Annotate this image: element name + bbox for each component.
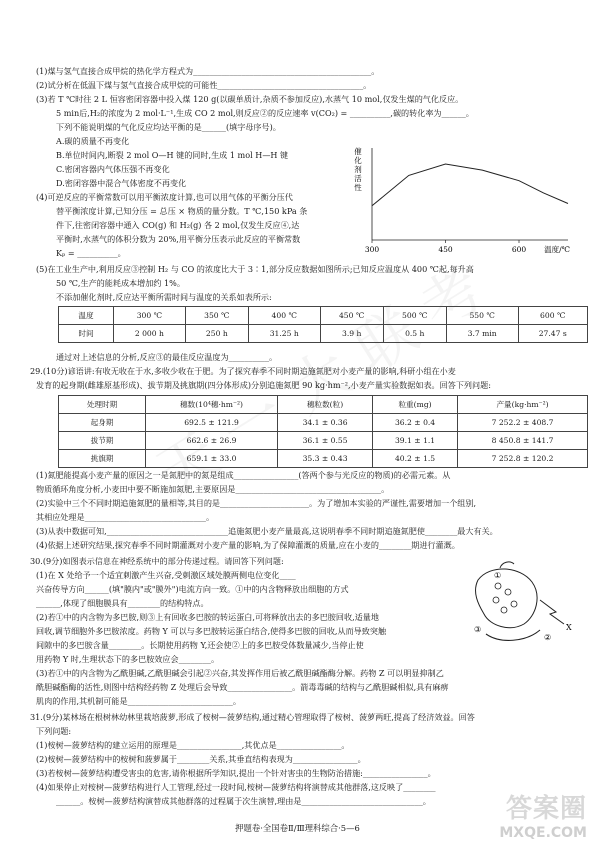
table-cell: 692.5 ± 121.9 <box>146 414 278 432</box>
table-cell: 400 ℃ <box>248 307 320 325</box>
table-cell: 27.47 s <box>518 325 588 343</box>
logo-url: MXQE.COM <box>499 825 587 841</box>
table-cell: 拔节期 <box>59 432 146 450</box>
q30-line: (3)若①中的内含物为乙酰胆碱,乙酰胆碱会引起②兴奋,其发挥作用后被乙酰胆碱酯酶分解。药物 Z 可以明显抑制乙 <box>36 668 444 678</box>
table-header: 处理时期 <box>59 396 146 414</box>
site-logo <box>499 788 587 841</box>
axon-stem <box>500 562 514 568</box>
q29-line: (2)实验中三个不同时期追施氮肥的量相等,其目的是______________________。为了增加本实验的严谨性,需要增加一个组别, <box>36 498 477 508</box>
table-cell: 2 000 h <box>114 325 186 343</box>
catalyst-activity-chart <box>340 140 580 260</box>
q28-line: (3)若 T ℃时往 2 L 恒容密闭容器中投入煤 120 g(以碳单质计,杂质不参加反应),水蒸气 10 mol,仅发生煤的气化反应。 <box>36 94 464 104</box>
x-tick-label: 450 <box>438 245 453 254</box>
x-axis-label: 温度/℃ <box>544 245 570 254</box>
q28-line: (5)在工业生产中,利用反应③控制 H₂ 与 CO 的浓度比大于 3∶1,部分反应数据如图所示;已知反应温度从 400 ℃起,每升高 <box>36 264 474 274</box>
option-a: A.碳的质量不再变化 <box>56 136 130 146</box>
table-header: 温度 <box>59 307 114 325</box>
table-cell: 450 ℃ <box>320 307 383 325</box>
table-header-row <box>59 396 588 414</box>
table-header: 穗粒数(粒) <box>278 396 373 414</box>
label-3: ③ <box>474 625 482 634</box>
q31-line: (4)如果停止对桉树—菠萝结构进行人工管理,经过一段时间,桉树—菠萝结构将演替成其他群落,这反映了________ <box>36 782 436 792</box>
logo-text: 答案圈 <box>505 794 587 824</box>
q29-line: (3)从表中数据可知,______________________________追施氮肥小麦产量最高,这说明春季不同时期追施氮肥使________最大有关。 <box>36 526 498 536</box>
y-axis-label-char: 活 <box>354 174 362 183</box>
label-x: X <box>566 623 572 632</box>
q30-line: 肌肉的作用,其机制可能是__________________________。 <box>36 696 241 706</box>
table-cell: 350 ℃ <box>185 307 248 325</box>
table-cell: 600 ℃ <box>518 307 588 325</box>
table-cell: 659.1 ± 33.0 <box>146 450 278 468</box>
table-cell: 39.1 ± 1.1 <box>373 432 458 450</box>
q28-tail: 通过对上述信息的分析,反应③的最佳反应温度为__________。 <box>56 352 278 362</box>
q31-line: 31.(9分)某林场在根树林幼林里栽培菠萝,形成了桉树—菠萝结构,通过精心管理取得了桉树、菠萝两旺,提高了经济效益。回答 <box>30 712 475 722</box>
table-cell: 300 ℃ <box>114 307 186 325</box>
q28-line: 下列不能说明煤的气化反应均达平衡的是______(填字母序号)。 <box>56 122 281 132</box>
y-axis-label-char: 化 <box>354 156 362 165</box>
page-footer: 押题卷·全国卷Ⅱ/Ⅲ理科综合·5—6 <box>235 823 360 833</box>
q30-line: (2)若①中的内含物为多巴胺,则③上有回收多巴胺的转运蛋白,可将释放出去的多巴胺回收,适量地 <box>36 612 379 622</box>
table-cell: 8 450.8 ± 141.7 <box>458 432 588 450</box>
q29-line: (4)依据上述研究结果,探究春季不同时期灌溉对小麦产量的影响,为了保障灌溉的质量,应在小麦的________期进行灌溉。 <box>36 540 460 550</box>
q30-line: 30.(9分)如图表示信息在神经系统中的部分传递过程。请回答下列问题: <box>30 556 284 566</box>
activity-curve <box>372 164 568 206</box>
option-d: D.密闭容器中混合气体密度不再变化 <box>56 178 187 188</box>
table-header: 粒重(mg) <box>373 396 458 414</box>
q28-line: 不添加催化剂时,反应达平衡所需时间与温度的关系如表所示: <box>56 292 272 302</box>
table-row <box>59 432 588 450</box>
postsynaptic-membrane <box>486 630 540 640</box>
table-header: 产量(kg·hm⁻²) <box>458 396 588 414</box>
table-cell: 3.9 h <box>320 325 383 343</box>
table-row <box>59 307 588 325</box>
wheat-yield-table <box>58 395 588 468</box>
y-axis-label-char: 性 <box>354 183 362 192</box>
table-row <box>59 450 588 468</box>
y-axis-label-char: 剂 <box>354 165 362 174</box>
table-cell: 500 ℃ <box>383 307 446 325</box>
synapse-figure <box>470 560 580 660</box>
q31-line: ______。桉树—菠萝结构演替成其他群落的过程属于次生演替,理由是______________________________。 <box>56 796 431 806</box>
q29-line: (1)氮肥能提高小麦产量的原因之一是氮肥中的氮是组成________________(答两个参与光反应的物质)的必需元素。从 <box>36 470 451 480</box>
table-cell: 35.3 ± 0.43 <box>278 450 373 468</box>
y-axis-label-char: 催 <box>354 147 362 156</box>
q30-line: 用药物 Y 时,生理状态下的多巴胺效应会________。 <box>36 654 220 664</box>
x-tick-label: 600 <box>511 245 527 254</box>
table-cell: 36.2 ± 0.4 <box>373 414 458 432</box>
q28-line: (2)试分析在低温下煤与氢气直接合成甲烷的可能性____________________________________。 <box>36 80 372 90</box>
label-2: ② <box>544 633 552 642</box>
table-cell: 0.5 h <box>383 325 446 343</box>
temperature-time-table <box>58 306 588 343</box>
q30-line: 酰胆碱酯酶的活性,则图中结构经药物 Z 处理后会导致________________。箭毒毒碱的结构与乙酰胆碱相似,具有麻痹 <box>36 682 449 692</box>
q29-line: 其相应处理是______________________________。 <box>36 512 215 522</box>
table-cell: 250 h <box>185 325 248 343</box>
table-header: 穗数(10⁴穗·hm⁻²) <box>146 396 278 414</box>
axon-terminal <box>476 569 538 628</box>
q28-line: 件下,往密闭容器中通入 CO(g) 和 H₂(g) 各 2 mol,仅发生反应④,达 <box>56 220 300 230</box>
table-header: 时间 <box>59 325 114 343</box>
table-cell: 挑旗期 <box>59 450 146 468</box>
q28-line: 50 ℃,生产的能耗成本增加约 1%。 <box>56 278 185 288</box>
q29-line: 物质循环角度分析,小麦田中要不断施加氮肥,主要原因是____________________________________。 <box>36 484 390 494</box>
option-b: B.单位时间内,断裂 2 mol O—H 键的同时,生成 1 mol H—H 键 <box>56 150 289 160</box>
q28-line: 替平衡浓度计算,已知分压 = 总压 × 物质的量分数。T ℃,150 kPa 条 <box>56 206 308 216</box>
option-c: C.密闭容器内气体压强不再变化 <box>56 164 170 174</box>
stimulus-arrow <box>540 600 564 624</box>
table-cell: 662.6 ± 26.9 <box>146 432 278 450</box>
q30-line: (1)在 X 处给予一个适宜刺激产生兴奋,受刺激区域处膜两侧电位变化____ <box>36 570 296 580</box>
table-cell: 7 252.2 ± 408.7 <box>458 414 588 432</box>
x-tick-label: 300 <box>364 245 380 254</box>
q28-line: 平衡时,水蒸气的体积分数为 20%,用平衡分压表示此反应的平衡常数 <box>56 234 301 244</box>
q30-line: 兴奋传导方向______(填"膜内"或"膜外")电流方向一致。①中的内含物释放出细胞的方式 <box>36 584 349 594</box>
table-row <box>59 414 588 432</box>
table-row <box>59 325 588 343</box>
q28-line: 5 min后,H₂的浓度为 2 mol·L⁻¹,生成 CO 2 mol,则反应②的反应速率 v(CO₂) = __________,碳的转化率为______。 <box>56 108 474 118</box>
q31-line: 下列问题: <box>36 726 72 736</box>
q28-line: Kₚ = __________。 <box>56 248 126 258</box>
q30-line: ______,体现了细胞膜具有________的结构特点。 <box>36 598 209 608</box>
q28-line: (4)可逆反应的平衡常数可以用平衡浓度计算,也可以用气体的平衡分压代 <box>36 192 293 202</box>
q31-line: (1)桉树—菠萝结构的建立运用的原理是________________,其优点是________________。 <box>36 740 350 750</box>
q31-line: (2)桉树—菠萝结构中的桉树和菠萝属于________关系,其垂直结构表现为________________。 <box>36 754 366 764</box>
table-cell: 7 252.8 ± 120.2 <box>458 450 588 468</box>
table-cell: 550 ℃ <box>446 307 518 325</box>
table-cell: 40.2 ± 1.5 <box>373 450 458 468</box>
q30-line: 间隙中的多巴胺含量________。长期使用药物 Y,还会使②上的多巴胺受体数量减少,当停止使 <box>36 640 364 650</box>
table-cell: 起身期 <box>59 414 146 432</box>
table-cell: 3.7 min <box>446 325 518 343</box>
q29-intro: 29.(10分)谚语讲:有收无收在于水,多收少收在于肥。为了探究春季不同时期追施氮肥对小麦产量的影响,科研小组在小麦 <box>30 366 456 376</box>
label-1: ① <box>494 571 502 580</box>
table-cell: 34.1 ± 0.36 <box>278 414 373 432</box>
table-cell: 36.1 ± 0.55 <box>278 432 373 450</box>
q28-line: (1)煤与氢气直接合成甲烷的热化学方程式为____________________________________________。 <box>36 66 380 76</box>
q30-line: 回收,调节细胞外多巴胺浓度。药物 Y 可以与多巴胺转运蛋白结合,使得多巴胺的回收,从而导致突触 <box>36 626 387 636</box>
table-cell: 31.25 h <box>248 325 320 343</box>
q31-line: (3)若桉树—菠萝结构遭受害虫的危害,请你根据所学知识,提出一个针对害虫的生物防治措施:________________。 <box>36 768 436 778</box>
q29-intro: 发育的起身期(雌雄原基形成)、拔节期及挑旗期(四分体形成)分别追施氮肥 90 kg·hm⁻²,小麦产量实验数据如表。回答下列问题: <box>36 380 491 390</box>
